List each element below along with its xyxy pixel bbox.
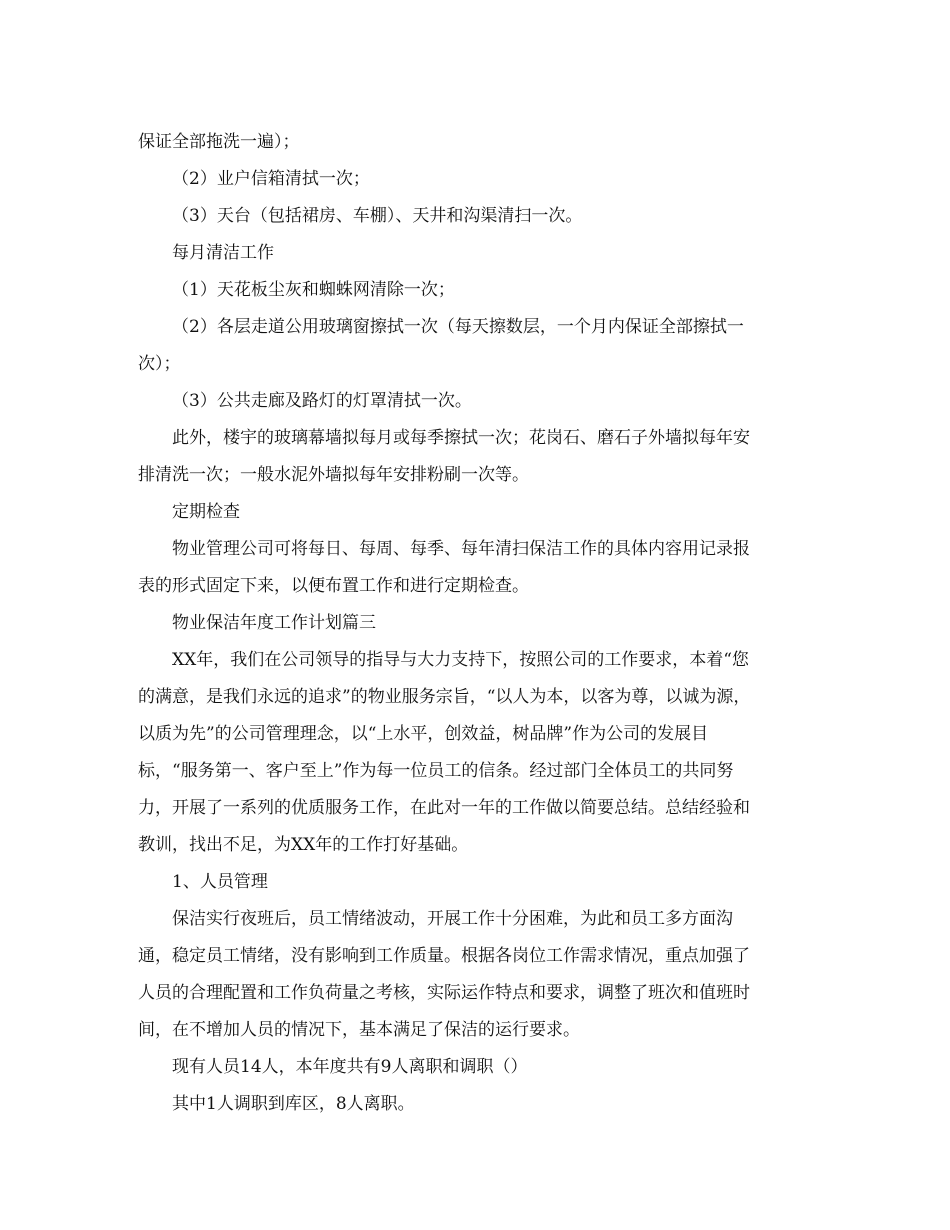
text-line: 保证全部拖洗一遍）； bbox=[138, 132, 300, 152]
section-heading: 物业保洁年度工作计划篇三 bbox=[172, 613, 376, 633]
text-line: XX年，我们在公司领导的指导与大力支持下，按照公司的工作要求，本着“您 bbox=[172, 650, 749, 670]
text-line: 力，开展了一系列的优质服务工作，在此对一年的工作做以简要总结。总结经验和 bbox=[138, 798, 750, 818]
text-line: 人员的合理配置和工作负荷量之考核，实际运作特点和要求，调整了班次和值班时 bbox=[138, 983, 750, 1003]
section-heading: 1、人员管理 bbox=[172, 872, 268, 892]
text-line: 其中1人调职到库区，8人离职。 bbox=[172, 1094, 415, 1114]
document-body bbox=[138, 124, 810, 1123]
list-item: （2）业户信箱清拭一次； bbox=[172, 169, 370, 189]
text-line: 保洁实行夜班后，员工情绪波动，开展工作十分困难，为此和员工多方面沟 bbox=[172, 909, 733, 929]
text-line: 的满意，是我们永远的追求”的物业服务宗旨，“以人为本，以客为尊，以诚为源， bbox=[138, 687, 751, 707]
text-line: 教训，找出不足，为XX年的工作打好基础。 bbox=[138, 835, 469, 855]
text-line: 排清洗一次；一般水泥外墙拟每年安排粉刷一次等。 bbox=[138, 465, 529, 485]
text-line: 次）； bbox=[138, 354, 181, 374]
section-heading: 定期检查 bbox=[172, 502, 240, 522]
text-line: 标，“服务第一、客户至上”作为每一位员工的信条。经过部门全体员工的共同努 bbox=[138, 761, 734, 781]
list-item: （2）各层走道公用玻璃窗擦拭一次（每天擦数层，一个月内保证全部擦拭一 bbox=[172, 317, 744, 337]
list-item: （1）天花板尘灰和蜘蛛网清除一次； bbox=[172, 280, 455, 300]
section-heading: 每月清洁工作 bbox=[172, 243, 274, 263]
text-line: 现有人员14人，本年度共有9人离职和调职（） bbox=[172, 1057, 528, 1077]
text-line: 通，稳定员工情绪，没有影响到工作质量。根据各岗位工作需求情况，重点加强了 bbox=[138, 946, 750, 966]
text-line: 此外，楼宇的玻璃幕墙拟每月或每季擦拭一次；花岗石、磨石子外墙拟每年安 bbox=[172, 428, 750, 448]
text-line: 物业管理公司可将每日、每周、每季、每年清扫保洁工作的具体内容用记录报 bbox=[172, 539, 750, 559]
text-line: 间，在不增加人员的情况下，基本满足了保洁的运行要求。 bbox=[138, 1020, 580, 1040]
text-line: 表的形式固定下来，以便布置工作和进行定期检查。 bbox=[138, 576, 529, 596]
list-item: （3）天台（包括裙房、车棚）、天井和沟渠清扫一次。 bbox=[172, 206, 583, 226]
text-line: 以质为先”的公司管理理念，以“上水平，创效益，树品牌”作为公司的发展目 bbox=[138, 724, 709, 744]
list-item: （3）公共走廊及路灯的灯罩清拭一次。 bbox=[172, 391, 472, 411]
